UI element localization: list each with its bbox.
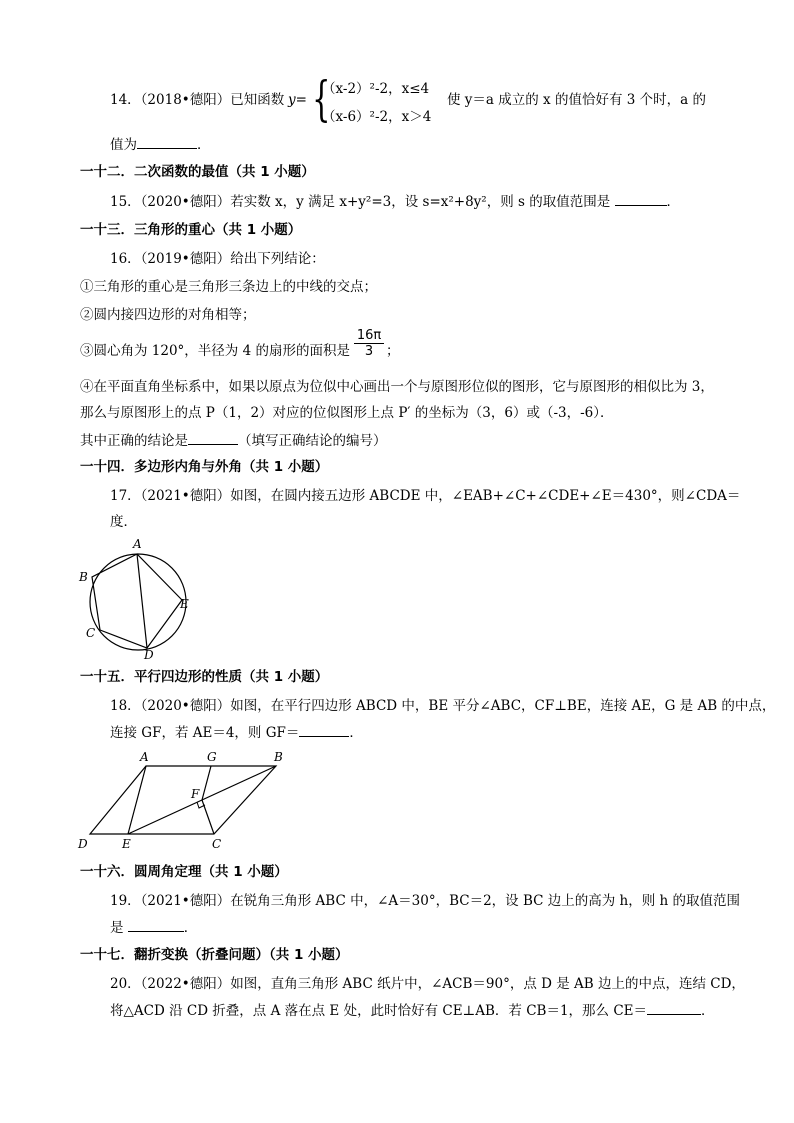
- fraction-numerator: 16π: [356, 328, 382, 343]
- q15-text: 15．（2020•德阳）若实数 x，y 满足 x+y²=3，设 s=x²+8y²，则 s 的取值范围是: [110, 194, 611, 210]
- label-A: A: [140, 750, 149, 764]
- q20-line2: [110, 1000, 715, 1021]
- q16-conclusion-3-pre: ③圆心角为 120°，半径为 4 的扇形的面积是: [80, 343, 350, 359]
- figure-parallelogram: [76, 748, 298, 854]
- q15-post: ．: [666, 194, 681, 210]
- q16-conclusion-4a: ④在平面直角坐标系中，如果以原点为位似中心画出一个与原图形位似的图形，它与原图形的相似比为 3，: [80, 379, 714, 395]
- parallelogram-abcd: [90, 766, 276, 834]
- q14-piece-1: （x-2）²-2，x≤4: [322, 81, 430, 97]
- answer-blank: [299, 722, 349, 737]
- q16-conclusion-4b: 那么与原图形上的点 P（1，2）对应的位似图形上点 P′ 的坐标为（3，6）或（-3，-6）．: [80, 405, 614, 421]
- q19-line2-pre: 是: [110, 920, 124, 936]
- figure-pentagon-in-circle: [76, 538, 200, 660]
- section-title-13: 一十三．三角形的重心（共 1 小题）: [80, 222, 302, 238]
- q18-line2-post: ．: [349, 725, 363, 741]
- q16-conclusion-1: ①三角形的重心是三角形三条边上的中线的交点；: [80, 279, 377, 295]
- label-E: E: [122, 837, 131, 851]
- q18-line1: 18．（2020•德阳）如图，在平行四边形 ABCD 中，BE 平分∠ABC，CF⊥BE，连接 AE，G 是 AB 的中点，: [110, 698, 776, 714]
- label-C: C: [86, 626, 96, 640]
- q19-line1: 19．（2021•德阳）在锐角三角形 ABC 中，∠A＝30°，BC＝2，设 BC 边上的高为 h，则 h 的取值范围: [110, 893, 741, 909]
- label-B: B: [79, 570, 88, 584]
- section-title-14: 一十四．多边形内角与外角（共 1 小题）: [80, 459, 329, 475]
- answer-blank: [128, 917, 184, 932]
- label-D: D: [78, 837, 88, 851]
- section-title-16: 一十六．圆周角定理（共 1 小题）: [80, 864, 288, 880]
- label-C: C: [212, 837, 222, 851]
- q16-conclusion-2: ②圆内接四边形的对角相等；: [80, 307, 256, 323]
- q16-answer-post: （填写正确结论的编号）: [238, 433, 387, 449]
- q14-line1-post: 使 y＝a 成立的 x 的值恰好有 3 个时，a 的: [447, 92, 706, 108]
- fraction-denominator: 3: [354, 343, 384, 359]
- q16-intro: 16．（2019•德阳）给出下列结论：: [110, 251, 325, 267]
- answer-blank: [137, 134, 197, 149]
- q20-line2-pre: 将△ACD 沿 CD 折叠，点 A 落在点 E 处，此时恰好有 CE⊥AB．若 CB＝1，那么 CE＝: [110, 1003, 648, 1019]
- section-title-17: 一十七．翻折变换（折叠问题）（共 1 小题）: [80, 947, 349, 963]
- q19-line2: [110, 917, 197, 938]
- q20-line2-post: ．: [701, 1003, 715, 1019]
- answer-blank: [615, 191, 667, 206]
- pentagon-abcde: [92, 554, 182, 648]
- label-F: F: [191, 787, 200, 801]
- segment-gf: [202, 766, 211, 800]
- q14-piece-2: （x-6）²-2，x＞4: [322, 109, 432, 125]
- piecewise-brace: {: [312, 71, 331, 127]
- q14-line1-pre: 14．（2018•德阳）已知函数: [110, 92, 285, 108]
- label-A: A: [133, 538, 142, 551]
- q16-answer-line: [80, 430, 387, 451]
- answer-blank: [647, 1000, 701, 1015]
- label-B: B: [274, 750, 283, 764]
- section-title-15: 一十五．平行四边形的性质（共 1 小题）: [80, 669, 329, 685]
- q14-y-eq: y=: [288, 92, 307, 108]
- q16-answer-pre: 其中正确的结论是: [80, 433, 188, 449]
- q14-line2: [110, 134, 211, 155]
- q14-line2-post: ．: [197, 137, 211, 153]
- label-E: E: [180, 597, 189, 611]
- q18-line2-pre: 连接 GF，若 AE＝4，则 GF＝: [110, 725, 300, 741]
- fraction-16pi-over-3: [354, 328, 384, 359]
- label-G: G: [207, 750, 217, 764]
- q18-line2: [110, 722, 363, 743]
- answer-blank: [188, 430, 238, 445]
- label-D: D: [144, 648, 154, 660]
- segment-ad: [137, 554, 147, 648]
- section-title-12: 一十二．二次函数的最值（共 1 小题）: [80, 164, 315, 180]
- q17-line2: 度．: [110, 514, 137, 530]
- q19-line2-post: ．: [183, 920, 198, 936]
- q16-conclusion-3-post: ；: [386, 343, 400, 359]
- q14-line2-pre: 值为: [110, 137, 137, 153]
- question-15: [110, 191, 680, 212]
- q20-line1: 20．（2022•德阳）如图，直角三角形 ABC 纸片中，∠ACB＝90°，点 D 是 AB 边上的中点，连结 CD，: [110, 976, 745, 992]
- q17-line1: 17．（2021•德阳）如图，在圆内接五边形 ABCDE 中，∠EAB+∠C+∠CDE+∠E＝430°，则∠CDA＝: [110, 488, 741, 504]
